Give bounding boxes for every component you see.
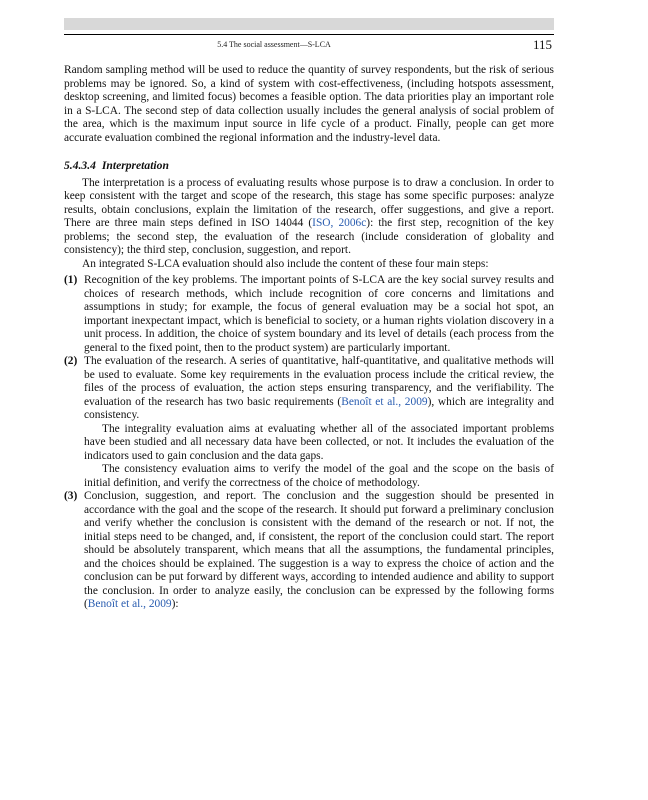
intro-paragraph: Random sampling method will be used to reduce the quantity of survey respondents, but the risk of serious problems may be ignored. So, a kind of system with cost-effectiveness, (including hotspots assessment, desktop screening, and limited focus) becomes a feasible option. The data priorities play an important role in a S-LCA. The second step of data collection usually includes the general analysis of social problem of the area, which is the maximum input source in life cycle of a product. Finally, people can get more accurate evaluation combined the regional information and the industry-level data.	[64, 64, 554, 144]
list-marker: (1)	[64, 274, 78, 286]
citation-link[interactable]: ISO, 2006c	[312, 217, 367, 229]
list-marker: (3)	[64, 490, 78, 502]
list-item	[64, 274, 554, 355]
consistency-paragraph: The consistency evaluation aims to verify the model of the goal and the scope on the basis of initial definition, and verify the correctness of the choice of methodology.	[84, 463, 554, 489]
para-text: The interpretation is a process of evaluating results whose purpose is to draw a conclusion. In order to keep consistent with the target and scope of the research, this stage has some specific purposes: analyze results, obtain conclusions, explain the limitation of the research, offer suggestions, and give a report. There are three main steps defined in ISO 14044 (	[64, 176, 554, 229]
section-heading	[64, 159, 554, 173]
citation-link[interactable]: Benoît et al., 2009	[87, 598, 172, 610]
list-item-text	[84, 355, 554, 423]
integrality-paragraph: The integrality evaluation aims at evaluating whether all of the associated important problems have been studied and all necessary data have been collected, or not. It includes the evaluation of the indicators used to gain conclusion and the data gaps.	[84, 422, 554, 462]
numbered-list	[64, 274, 554, 612]
top-scan-band	[64, 18, 554, 30]
item-text: Conclusion, suggestion, and report. The conclusion and the suggestion should be presented in accordance with the goal and the scope of the research. It should put forward a preliminary conclusion and verify whether the conclusion is consistent with the demand of the research or not. If not, the initial steps need to be changed, and, if consistent, the report of the conclusion could start. The report should be absolutely transparent, which means that all the assumptions, the fundamental principles, and the choices should be explained. The suggestion is a way to express the choice of action and the conclusion can be put forward by different ways, according to intended audience and ability to support the conclusion. In order to analyze easily, the conclusion can be expressed by the following forms (	[84, 490, 554, 610]
list-item	[64, 355, 554, 490]
section-title: Interpretation	[101, 159, 169, 172]
item-text: ), which are integrality and consistency.	[84, 395, 554, 421]
list-item-text	[84, 490, 554, 612]
running-head: 5.4 The social assessment—S-LCA	[217, 40, 331, 49]
body-text	[64, 64, 554, 612]
header-rule	[64, 34, 554, 35]
list-marker: (2)	[64, 355, 78, 367]
list-item	[64, 490, 554, 612]
interpretation-paragraph	[64, 177, 554, 258]
steps-intro-paragraph: An integrated S-LCA evaluation should also include the content of these four main steps:	[82, 257, 489, 270]
page-number: 115	[532, 37, 552, 52]
item-text: The evaluation of the research. A series of quantitative, half-quantitative, and qualitative methods will be used to evaluate. Some key requirements in the evaluation process include the critical review, the files of the process of evaluation, the action steps ensuring transparency, and the verifiability. The evaluation of the research has two basic requirements (	[84, 355, 554, 408]
section-number: 5.4.3.4	[64, 159, 96, 172]
list-item-text: Recognition of the key problems. The important points of S-LCA are the key social survey results and choices of research methods, which include recognition of core concerns and limitations and assumptions in study; for example, the focus of general evaluation may be a social hot spot, an important inexpectant impact, which is beneficial to society, or a human rights violation discovery in a unit process. In addition, the choice of system boundary and its level of details (each process from the general to the fixed point, then to the product system) are particularly important.	[84, 274, 554, 354]
citation-link[interactable]: Benoît et al., 2009	[341, 395, 428, 408]
para-text: ): the first step, recognition of the key problems; the second step, the evaluation of the research (include consideration of globality and consistency); the third step, conclusion, suggestion, and report.	[64, 217, 554, 256]
item-text: ):	[171, 598, 179, 610]
